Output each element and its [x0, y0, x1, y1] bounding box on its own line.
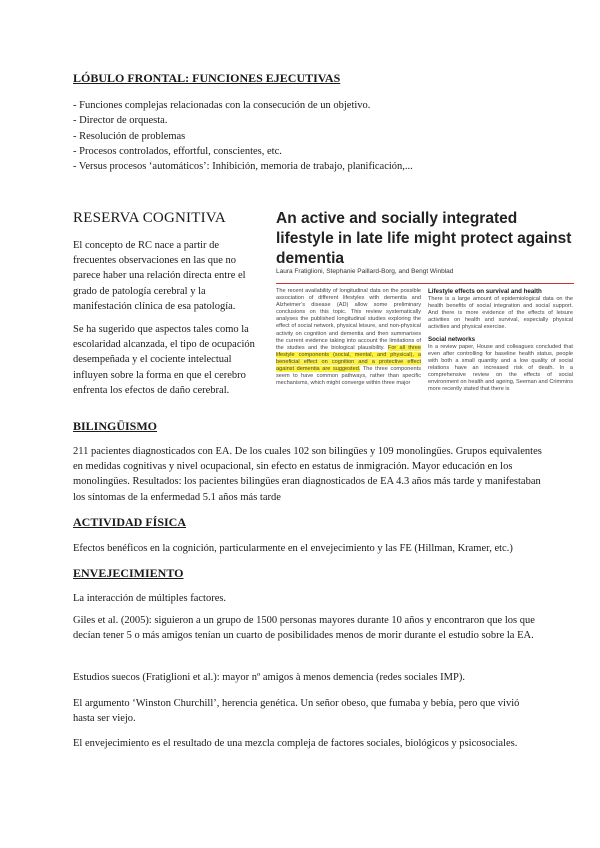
article-text: The three components seem to have common pathways, rather than specific mechanisms, which might converge within three major: [276, 366, 421, 387]
article-subheading: Lifestyle effects on survival and health: [428, 288, 542, 295]
list-item: - Funciones complejas relacionadas con la consecución de un objetivo.: [73, 100, 371, 111]
list-item: - Procesos controlados, effortful, conscientes, etc.: [73, 145, 282, 157]
bilinguismo-paragraph: 211 pacientes diagnosticados con EA. De los cuales 102 son bilingües y 109 monolingües. Grupos equivalentes en medidas cognitivas y nivel ocupacional, sin efecto en estatus de inmigración. Mayor educación en los monolingües. Resultados: los pacientes bilingües eran diagnosticados de EA 4.3 años más tarde y manifestaban los síntomas de la enfermedad 5.1 años más tarde: [73, 446, 542, 503]
envejecimiento-paragraph-1: La interacción de múltiples factores.: [73, 593, 227, 604]
article-title: An active and socially integrated lifestyle in late life might protect against dementia: [276, 210, 572, 267]
article-text: The recent availability of longitudinal data on the possible association of different lifestyles with dementia and Alzheimer’s disease (AD) allow some preliminary conclusions on this topic. This review systematically analyses the published longitudinal studies exploring the effect of social network, physical leisure, and non-physical activity on cognition and dementia and then summarises the current evidence taking into account the limitations of the studies and the biological plausibility.: [276, 288, 421, 351]
article-text: In a review paper, House and colleagues concluded that even after controlling for baseline health status, people with both a small quantity and a low quality of social relations have an increased risk of death. In a comprehensive review on the effects of social environment on health and ageing, Seeman and Crimmins more recently stated that there is: [428, 343, 573, 393]
envejecimiento-paragraph-4: El argumento ‘Winston Churchill’, herencia genética. Un señor obeso, que fumaba y bebía, pero que vivió hasta ser viejo.: [73, 698, 520, 725]
article-text: There is a large amount of epidemiological data on the health benefits of social integration and social support. And there is more evidence of the effects of leisure activities on health and survival, especially physical activities and physical exercise.: [428, 296, 573, 331]
list-item: - Versus procesos ‘automáticos’: Inhibición, memoria de trabajo, planificación,...: [73, 161, 413, 173]
section-title-actividad: ACTIVIDAD FÍSICA: [73, 515, 187, 529]
reserva-paragraph-2: Se ha sugerido que aspectos tales como la escolaridad alcanzada, el tipo de ocupación desempeñada y el cociente intelectual influyen sobre la forma en que el cerebro enfrenta los efectos de daño cerebral.: [73, 324, 255, 396]
article-authors: Laura Fratiglioni, Stephanie Paillard-Borg, and Bengt Winblad: [276, 268, 454, 275]
envejecimiento-paragraph-3: Estudios suecos (Fratiglioni et al.): mayor nº amigos à menos demencia (redes sociales IMP).: [73, 672, 465, 683]
actividad-paragraph: Efectos benéficos en la cognición, particularmente en el envejecimiento y las FE (Hillman, Kramer, etc.): [73, 543, 513, 554]
section-title-envejecimiento: ENVEJECIMIENTO: [73, 566, 184, 580]
section-title-reserva: RESERVA COGNITIVA: [73, 210, 226, 226]
frontal-list: [73, 98, 543, 174]
article-highlight: For all three lifestyle components (social, mental, and physical), a beneficial effect on cognition and a protective effect against dementia are suggested.: [276, 344, 421, 373]
list-item: - Director de orquesta.: [73, 115, 168, 127]
reserva-paragraph-1: El concepto de RC nace a partir de frecuentes observaciones en las que no parece haber una relación directa entre el grado de patología cerebral y la manifestación clínica de esa patología.: [73, 240, 246, 312]
article-clipping-image: [270, 207, 576, 439]
article-column-left: [276, 288, 421, 387]
list-item: - Resolución de problemas: [73, 130, 186, 142]
section-title-frontal: LÓBULO FRONTAL: FUNCIONES EJECUTIVAS: [73, 71, 341, 85]
envejecimiento-paragraph-2: Giles et al. (2005): siguieron a un grupo de 1500 personas mayores durante 10 años y encontraron que los que decían tener 5 o más amigos tenían un cuarto de posibilidades menos de morir durante el estudio sobre la EA.: [73, 615, 535, 642]
section-title-bilinguismo: BILINGÜISMO: [73, 419, 158, 433]
article-divider: [276, 283, 574, 284]
article-subheading: Social networks: [428, 335, 476, 343]
article-column-right: [428, 288, 573, 393]
envejecimiento-paragraph-5: El envejecimiento es el resultado de una mezcla compleja de factores sociales, biológicos y psicosociales.: [73, 738, 518, 749]
